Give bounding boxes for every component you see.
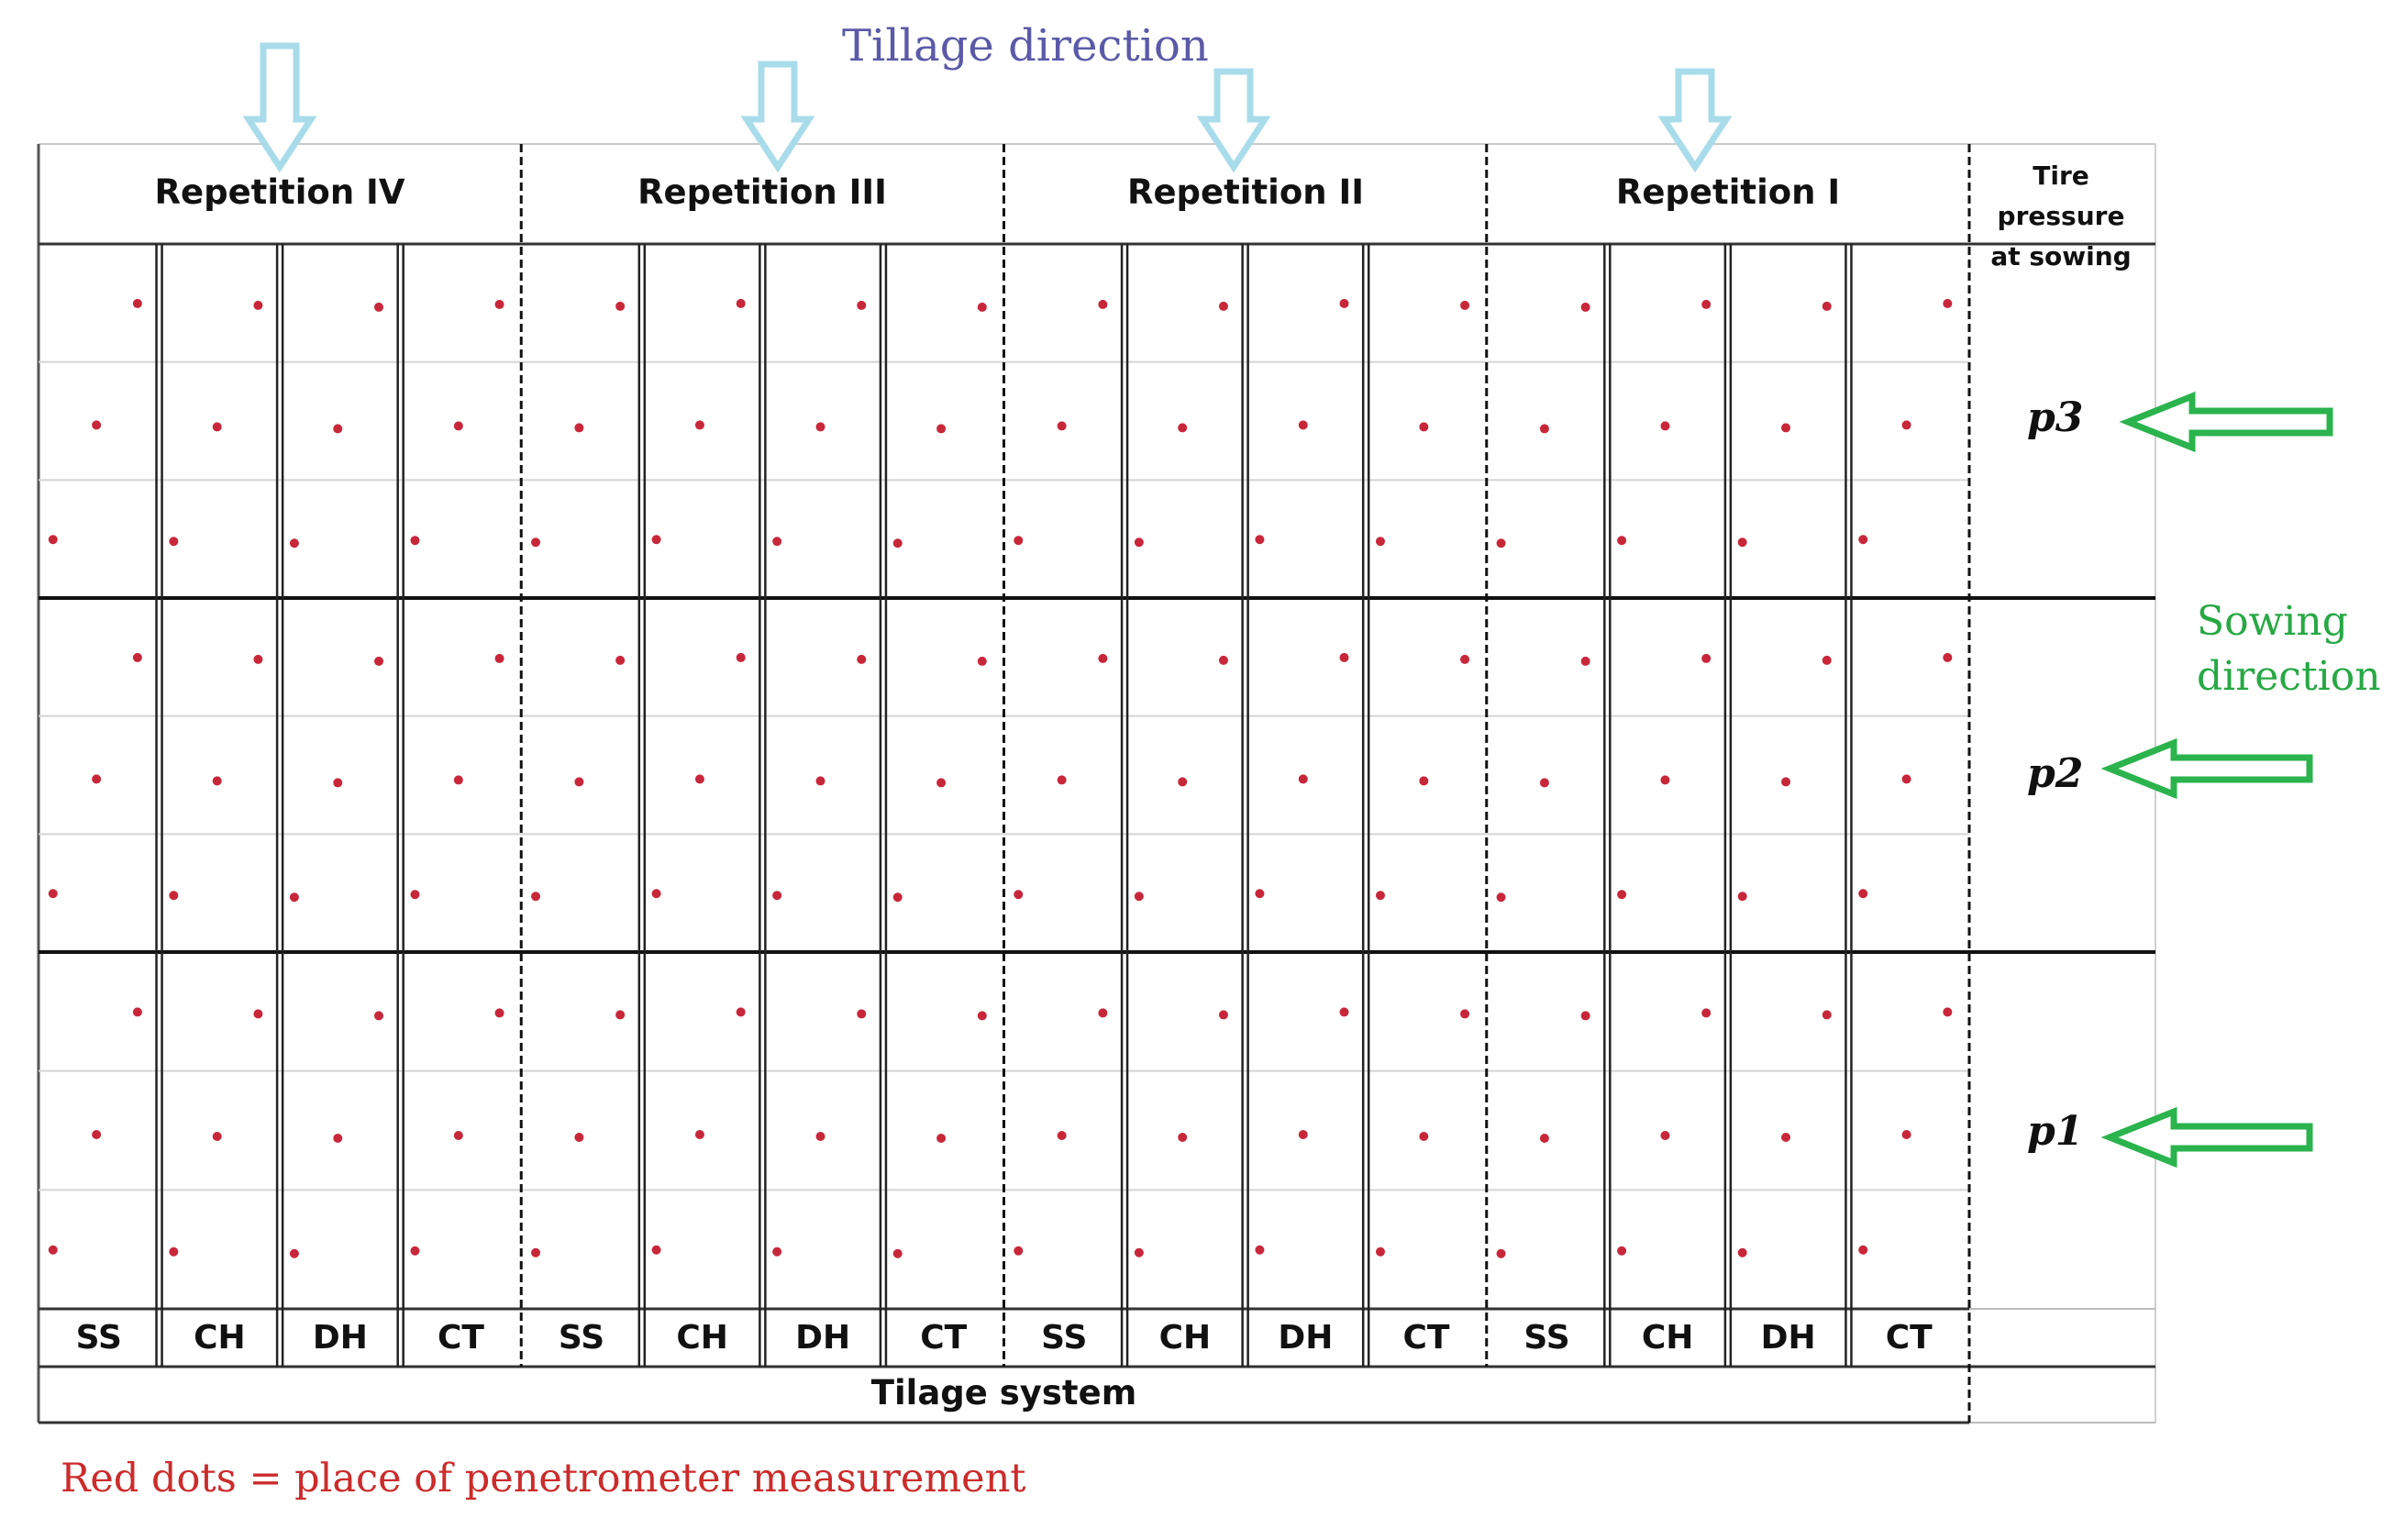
measurement-dot [1299,774,1308,783]
pressure-label-p1: p1 [2027,1108,2084,1155]
measurement-dot [213,422,222,431]
measurement-dot [531,892,540,901]
measurement-dot [495,300,504,309]
measurement-dot [1098,300,1107,309]
sowing-arrow [2128,396,2330,448]
measurement-dot [1178,1133,1187,1142]
measurement-dot [737,299,746,308]
tillage-arrow [747,64,809,167]
measurement-dot [1376,537,1385,546]
measurement-dot [454,775,463,784]
measurement-dot [169,891,178,900]
measurement-dot [333,778,342,787]
measurement-dot [1738,1248,1747,1257]
tillage-system-label: CH [194,1319,246,1357]
measurement-dot [1058,1131,1067,1140]
measurement-dot [410,536,419,545]
measurement-dot [1701,300,1711,309]
measurement-dot [410,890,419,899]
tillage-system-label: SS [75,1319,122,1357]
measurement-dot [816,776,825,785]
measurement-dot [374,1011,383,1020]
measurement-dot [1617,1246,1626,1256]
measurement-dot [1219,1010,1228,1019]
tire-pressure-line-2: at sowing [1990,241,2132,271]
sowing-label-line-2: direction [2197,653,2381,700]
measurement-dot [857,301,866,310]
measurement-dot [1340,1007,1349,1016]
measurement-dot [92,420,101,429]
measurement-dot [1419,1132,1428,1141]
tire-pressure-header [1969,156,2153,277]
measurement-dot [1858,1246,1867,1255]
tillage-system-label: CH [1641,1319,1694,1357]
measurement-dot [531,1248,540,1257]
measurement-dot [1581,1011,1590,1020]
repetition-header-1: Repetition I [1615,172,1841,212]
measurement-dot [1858,535,1867,544]
measurement-dot [1497,1249,1506,1258]
tillage-system-label: DH [312,1319,368,1357]
measurement-dot [1540,1134,1549,1143]
measurement-dot [1581,657,1590,666]
measurement-dot [454,421,463,430]
measurement-dot [1660,775,1669,784]
repetition-header-3: Repetition III [637,172,887,212]
measurement-dot [1460,655,1469,664]
measurement-dot [495,1008,504,1017]
measurement-dot [1460,1009,1469,1018]
tillage-system-label: SS [558,1319,605,1357]
measurement-dot [652,1246,661,1255]
measurement-dot [531,537,540,547]
measurement-dot [695,420,704,429]
measurement-dot [857,1009,866,1018]
tillage-system-label: CT [920,1319,968,1357]
measurement-dot [1822,1010,1832,1019]
tillage-direction-arrows [249,46,1726,167]
measurement-dot [978,657,987,666]
repetition-header-4: Repetition IV [154,172,405,212]
measurement-dot [92,774,101,783]
measurement-dot [1497,538,1506,548]
measurement-dot [936,1134,946,1143]
measurement-dot [816,422,825,431]
measurement-dot [1014,536,1023,545]
pressure-label-p3: p3 [2027,394,2084,441]
measurement-dot [1617,890,1626,899]
measurement-dot [615,1010,625,1019]
measurement-dot [574,423,583,432]
tillage-system-label: SS [1041,1319,1088,1357]
measurement-dot [1219,302,1228,311]
measurement-dot [695,1130,704,1139]
measurement-dot [454,1131,463,1140]
measurement-dot [1902,420,1911,429]
measurement-dot [253,655,262,664]
measurement-dot [978,303,987,312]
measurement-dot [1660,1131,1669,1140]
measurement-dot [893,538,903,548]
measurement-dot [1540,424,1549,433]
measurement-dot [737,653,746,662]
tillage-system-label: CH [676,1319,728,1357]
measurement-dot [1299,1130,1308,1139]
measurement-dot [290,892,299,902]
legend-note: Red dots = place of penetrometer measurement [61,1456,1026,1501]
tillage-system-label: CT [1402,1319,1450,1357]
measurement-dot [695,774,704,783]
tillage-arrow [1664,72,1726,167]
measurement-dot [253,1009,262,1018]
measurement-dot [1419,422,1428,431]
measurement-dot [374,657,383,666]
measurement-dot [133,1007,142,1016]
measurement-dot [333,1134,342,1143]
measurement-dot [1255,535,1264,544]
measurement-dot [410,1246,419,1256]
pressure-label-p2: p2 [2027,750,2084,797]
measurement-dot [1135,1248,1144,1257]
tillage-system-label: CT [437,1319,484,1357]
tillage-system-label: CH [1158,1319,1212,1357]
measurement-dot [615,302,625,311]
measurement-dot [1340,653,1349,662]
tillage-system-label: DH [795,1319,851,1357]
measurement-dot [1943,299,1952,308]
sowing-arrow [2110,743,2310,794]
measurement-dot [92,1130,101,1139]
measurement-dot [1255,1246,1264,1255]
measurement-dot [1255,889,1264,898]
measurement-dot [816,1132,825,1141]
measurement-dot [213,776,222,785]
measurement-dot [772,891,781,900]
measurement-dot [213,1132,222,1141]
measurement-dot [1781,423,1790,432]
measurement-dot [1135,537,1144,547]
measurement-dot [1781,777,1790,786]
measurement-dot [1098,654,1107,663]
measurement-dots [49,299,1953,1258]
measurement-dot [1943,653,1952,662]
measurement-dot [615,656,625,665]
sowing-direction-label [2197,594,2381,704]
measurement-dot [936,778,946,787]
measurement-dot [772,1247,781,1257]
measurement-dot [1738,537,1747,547]
measurement-dot [1738,892,1747,901]
tillage-system-label: CT [1885,1319,1933,1357]
measurement-dot [374,303,383,312]
measurement-dot [978,1011,987,1020]
tillage-system-label: SS [1523,1319,1570,1357]
repetition-header-2: Repetition II [1126,172,1365,212]
measurement-dot [1540,778,1549,787]
measurement-dot [1902,774,1911,783]
measurement-dot [1822,656,1832,665]
tillage-system-label: DH [1760,1319,1816,1357]
measurement-dot [652,535,661,544]
measurement-dot [49,1246,58,1255]
measurement-dot [737,1007,746,1016]
measurement-dot [1419,776,1428,785]
tire-pressure-line-1: Tire pressure [1997,161,2125,231]
measurement-dot [1219,656,1228,665]
measurement-dot [652,889,661,898]
measurement-dot [133,653,142,662]
measurement-dot [1701,654,1711,663]
measurement-dot [1058,421,1067,430]
measurement-dot [1581,303,1590,312]
measurement-dot [1299,420,1308,429]
measurement-dot [1460,301,1469,310]
measurement-dot [893,1249,903,1258]
measurement-dot [1178,423,1187,432]
measurement-dot [49,889,58,898]
measurement-dot [253,301,262,310]
tillage-arrow [1202,72,1265,167]
measurement-dot [1376,1247,1385,1257]
measurement-dot [1781,1133,1790,1142]
measurement-dot [1376,891,1385,900]
measurement-dot [1902,1130,1911,1139]
measurement-dot [574,777,583,786]
measurement-dot [1014,1246,1023,1256]
measurement-dot [290,1249,299,1258]
measurement-dot [893,892,903,902]
measurement-dot [936,424,946,433]
measurement-dot [49,535,58,544]
measurement-dot [1178,777,1187,786]
measurement-dot [1098,1008,1107,1017]
measurement-dot [333,424,342,433]
measurement-dot [1858,889,1867,898]
measurement-dot [1701,1008,1711,1017]
measurement-dot [857,655,866,664]
measurement-dot [1943,1007,1952,1016]
measurement-dot [1660,421,1669,430]
tillage-direction-title: Tillage direction [842,20,1209,72]
measurement-dot [290,538,299,548]
plot-grid [39,144,2155,1423]
measurement-dot [1058,775,1067,784]
measurement-dot [574,1133,583,1142]
sowing-direction-arrows [2110,396,2330,1163]
measurement-dot [133,299,142,308]
sowing-label-line-1: Sowing [2197,598,2348,645]
tillage-arrow [249,46,311,167]
measurement-dot [1497,892,1506,902]
sowing-arrow [2110,1112,2310,1163]
measurement-dot [495,654,504,663]
measurement-dot [1822,302,1832,311]
tillage-system-label: DH [1278,1319,1334,1357]
tillage-system-footer: Tilage system [870,1373,1137,1413]
measurement-dot [1340,299,1349,308]
measurement-dot [1014,890,1023,899]
measurement-dot [169,537,178,546]
measurement-dot [1135,892,1144,901]
measurement-dot [1617,536,1626,545]
measurement-dot [169,1247,178,1257]
measurement-dot [772,537,781,546]
